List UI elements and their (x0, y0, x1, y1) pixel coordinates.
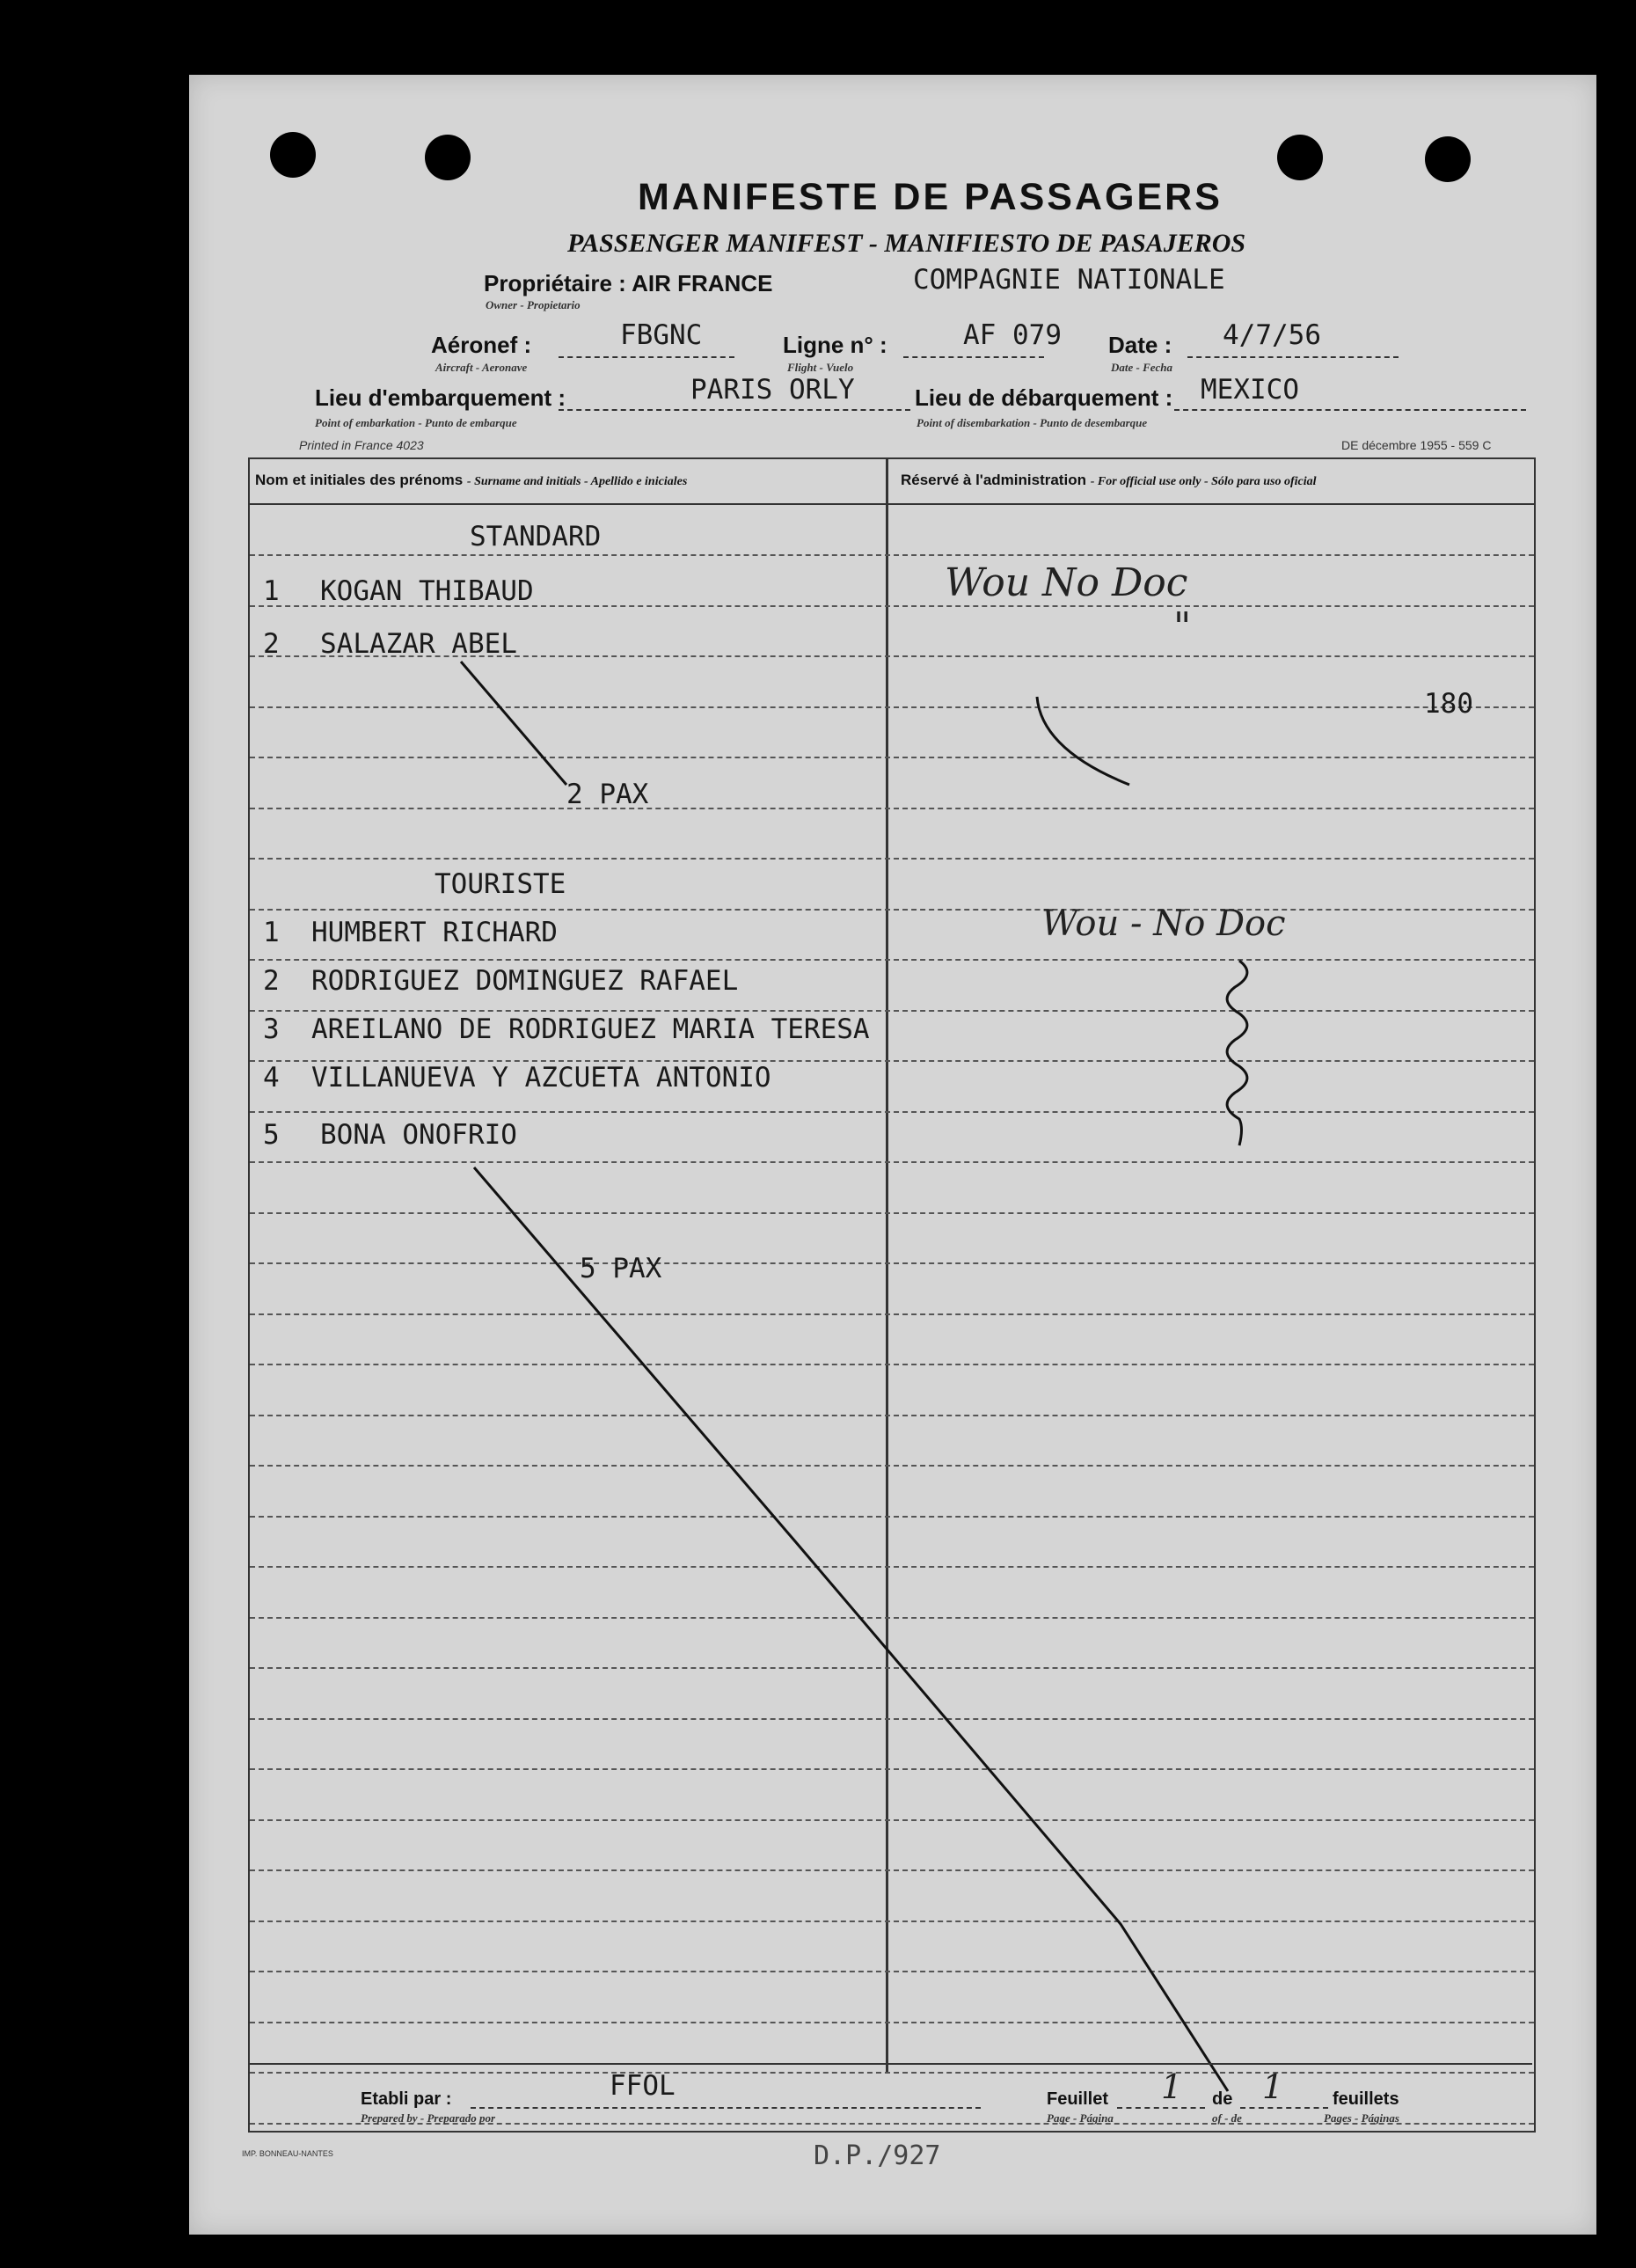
passenger-table (248, 457, 1536, 2133)
total-pages-value: 1 (1262, 2067, 1284, 2106)
disembark-label: Lieu de débarquement : (915, 384, 1173, 411)
admin-number: 180 (1424, 688, 1473, 720)
page-label: Feuillet (1047, 2089, 1109, 2109)
owner-value: COMPAGNIE NATIONALE (913, 264, 1225, 296)
right-column-header: Réservé à l'administration - For official use only - Sólo para uso oficial (901, 472, 1317, 488)
date-sublabel: Date - Fecha (1111, 361, 1173, 374)
embark-value: PARIS ORLY (690, 374, 855, 406)
punch-hole (425, 135, 471, 180)
owner-label: Propriétaire : AIR FRANCE (484, 270, 773, 296)
admin-note-wou-no-doc-2: Wou - No Doc (1041, 904, 1286, 944)
standard-passenger-name: KOGAN THIBAUD (320, 575, 534, 607)
left-column-header: Nom et initiales des prénoms - Surname and initials - Apellido e iniciales (255, 472, 688, 488)
prepared-value: FFOL (610, 2070, 676, 2102)
aircraft-value: FBGNC (620, 319, 703, 351)
punch-hole (1425, 136, 1471, 182)
touriste-passenger-name: VILLANUEVA Y AZCUETA ANTONIO (311, 1062, 771, 1094)
aircraft-sublabel: Aircraft - Aeronave (435, 361, 528, 374)
manifest-sheet (189, 75, 1596, 2235)
punch-hole (270, 132, 316, 178)
aircraft-label: Aéronef : (431, 332, 532, 358)
punch-hole (1277, 135, 1323, 180)
standard-passenger-num: 1 (263, 575, 280, 607)
touriste-passenger-num: 4 (263, 1062, 280, 1094)
admin-note-wou-no-doc: Wou No Doc (945, 560, 1188, 605)
date-label: Date : (1108, 332, 1172, 358)
of-label: de (1212, 2089, 1233, 2109)
admin-ditto-mark: " (1173, 604, 1192, 649)
disembark-value: MEXICO (1201, 374, 1299, 406)
dp-stamp: D.P./927 (814, 2140, 941, 2171)
touriste-passenger-name: BONA ONOFRIO (320, 1119, 517, 1151)
touriste-passenger-num: 5 (263, 1119, 280, 1151)
embark-label: Lieu d'embarquement : (315, 384, 566, 411)
sheets-label: feuillets (1333, 2089, 1399, 2109)
standard-passenger-num: 2 (263, 628, 280, 660)
flight-label: Ligne n° : (783, 332, 887, 358)
touriste-passenger-name: RODRIGUEZ DOMINGUEZ RAFAEL (311, 965, 739, 997)
form-title: MANIFESTE DE PASSAGERS (638, 176, 1223, 218)
touriste-passenger-num: 1 (263, 917, 280, 948)
date-value: 4/7/56 (1223, 319, 1321, 351)
touriste-passenger-name: AREILANO DE RODRIGUEZ MARIA TERESA (311, 1013, 870, 1045)
touriste-passenger-num: 3 (263, 1013, 280, 1045)
flight-value: AF 079 (963, 319, 1062, 351)
page-value: 1 (1161, 2067, 1183, 2106)
printed-in: Printed in France 4023 (299, 438, 424, 452)
sheets-sublabel: Pages - Páginas (1324, 2111, 1399, 2125)
touriste-passenger-name: HUMBERT RICHARD (311, 917, 558, 948)
touriste-heading: TOURISTE (435, 868, 566, 900)
flight-sublabel: Flight - Vuelo (787, 361, 854, 374)
of-sublabel: of - de (1212, 2111, 1242, 2125)
printer-imprint: IMP. BONNEAU-NANTES (242, 2149, 333, 2158)
page-sublabel: Page - Página (1047, 2111, 1114, 2125)
standard-heading: STANDARD (470, 521, 602, 552)
touriste-passenger-num: 2 (263, 965, 280, 997)
form-code: DE décembre 1955 - 559 C (1341, 438, 1492, 452)
disembark-sublabel: Point of disembarkation - Punto de desembarque (917, 416, 1148, 429)
footer-rule (248, 2063, 1532, 2065)
owner-sublabel: Owner - Propietario (486, 298, 581, 311)
prepared-sublabel: Prepared by - Preparado por (361, 2111, 496, 2125)
form-subtitle: PASSENGER MANIFEST - MANIFIESTO DE PASAJEROS (567, 229, 1246, 258)
prepared-label: Etabli par : (361, 2089, 452, 2109)
embark-sublabel: Point of embarkation - Punto de embarque (315, 416, 517, 429)
standard-total: 2 PAX (566, 779, 649, 810)
touriste-total: 5 PAX (580, 1253, 662, 1284)
standard-passenger-name: SALAZAR ABEL (320, 628, 517, 660)
pen-strokes (250, 459, 1534, 2131)
